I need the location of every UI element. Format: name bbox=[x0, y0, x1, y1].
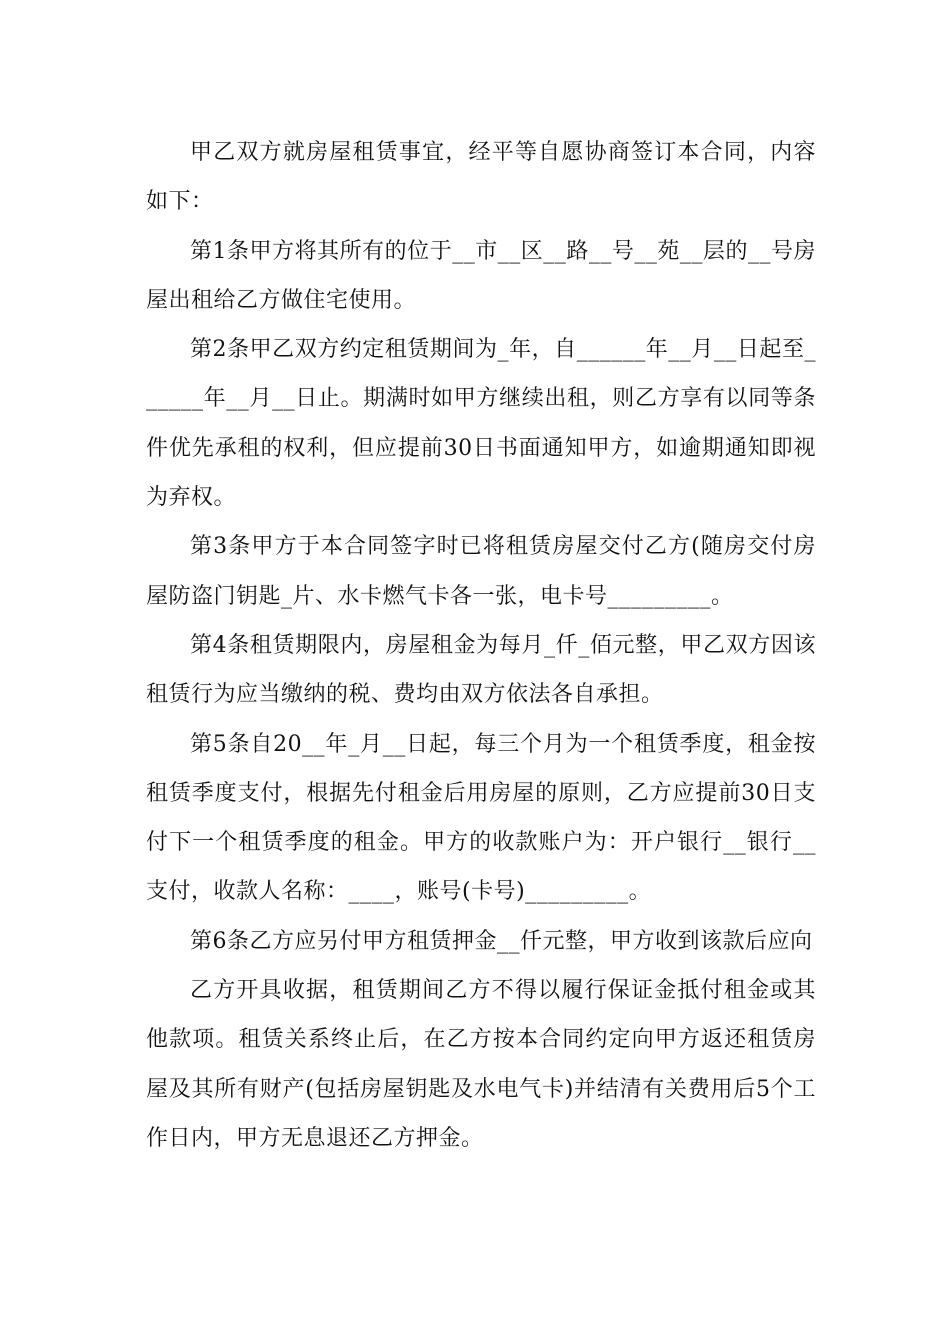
paragraph-article-5: 第5条自20__年_月__日起，每三个月为一个租赁季度，租金按租赁季度支付，根据先付租金后用房屋的原则，乙方应提前30日支付下一个租赁季度的租金。甲方的收款账户为：开户银行__银行__支付，收款人名称：____，账号(卡号)_________。 bbox=[146, 731, 816, 905]
paragraph-article-4: 第4条租赁期限内，房屋租金为每月_仟_佰元整，甲乙双方因该租赁行为应当缴纳的税、费均由双方依法各自承担。 bbox=[146, 632, 816, 708]
paragraph-article-6-continued: 乙方开具收据，租赁期间乙方不得以履行保证金抵付租金或其他款项。租赁关系终止后，在乙方按本合同约定向甲方返还租赁房屋及其所有财产(包括房屋钥匙及水电气卡)并结清有关费用后5个工作日内，甲方无息退还乙方押金。 bbox=[146, 978, 816, 1151]
paragraph-article-1: 第1条甲方将其所有的位于__市__区__路__号__苑__层的__号房屋出租给乙方做住宅使用。 bbox=[146, 238, 816, 313]
paragraph-intro: 甲乙双方就房屋租赁事宜，经平等自愿协商签订本合同，内容如下： bbox=[146, 140, 816, 215]
paragraph-article-3: 第3条甲方于本合同签字时已将租赁房屋交付乙方(随房交付房屋防盗门钥匙_片、水卡燃气卡各一张，电卡号_________。 bbox=[146, 534, 816, 609]
paragraph-article-2: 第2条甲乙双方约定租赁期间为_年，自______年__月__日起至______年__月__日止。期满时如甲方继续出租，则乙方享有以同等条件优先承租的权利，但应提前30日书面通知甲方，如逾期通知即视为弃权。 bbox=[146, 337, 816, 511]
paragraph-article-6: 第6条乙方应另付甲方租赁押金__仟元整，甲方收到该款后应向 bbox=[190, 928, 813, 954]
contract-body bbox=[146, 128, 816, 1163]
